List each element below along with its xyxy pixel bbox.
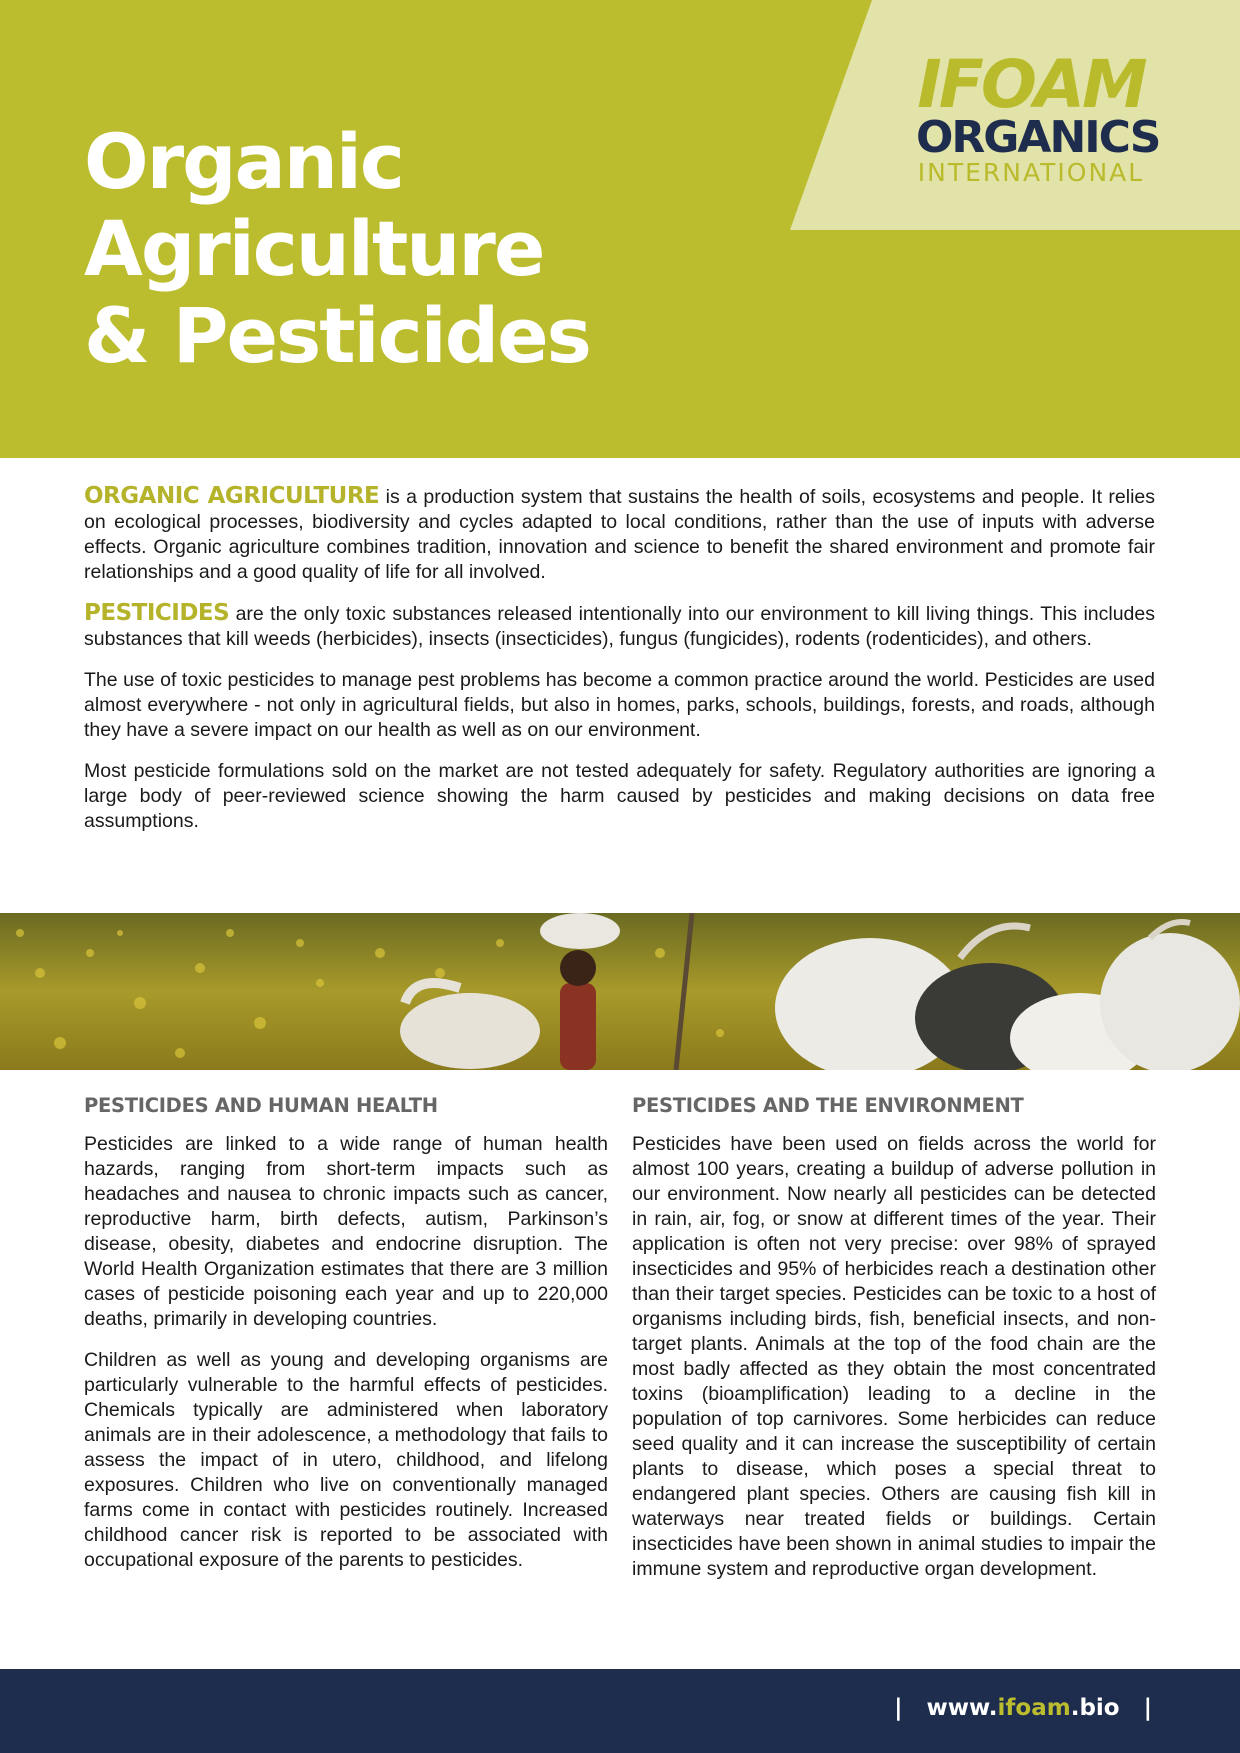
intro-paragraph-organic	[84, 484, 1155, 585]
url-accent: ifoam	[997, 1695, 1071, 1721]
pesticides-lead: PESTICIDES	[84, 600, 230, 626]
title-line-3: & Pesticides	[84, 291, 590, 380]
human-health-column	[84, 1093, 608, 1589]
human-health-heading: PESTICIDES AND HUMAN HEALTH	[84, 1094, 438, 1117]
title-line-2: Agriculture	[84, 204, 544, 293]
intro-paragraph-pesticides	[84, 601, 1155, 652]
footer-url	[870, 1693, 1176, 1723]
logo-ifoam-text: IFOAM	[917, 46, 1145, 123]
field-photo-illustration	[0, 913, 1240, 1070]
human-health-paragraph-1: Pesticides are linked to a wide range of human health hazards, ranging from short-term impacts such as headaches and nausea to chronic impacts such as cancer, reproductive harm, birth defects, autism, Parkinson’s disease, obesity, diabetes and endocrine disruption. The World Health Organization estimates that there are 3 million cases of pesticide poisoning each year and up to 220,000 deaths, primarily in developing countries.	[84, 1133, 608, 1330]
human-health-paragraph-2: Children as well as young and developing organisms are particularly vulnerable to the harmful effects of pesticides. Chemicals typically are administered when laboratory animals are in their adolescence, a methodology that fails to assess the impact of in utero, childhood, and lifelong exposures. Children who live on conventionally managed farms come in contact with pesticides routinely. Increased childhood cancer risk is reported to be associated with occupational exposure of the parents to pesticides.	[84, 1349, 608, 1571]
field-photo	[0, 913, 1240, 1070]
intro-paragraph-4: Most pesticide formulations sold on the market are not tested adequately for safety. Regulatory authorities are ignoring a large body of peer-reviewed science showing the harm caused by pesticides and making decisions on data free assumptions.	[84, 760, 1155, 832]
environment-paragraph-1: Pesticides have been used on fields across the world for almost 100 years, creating a buildup of adverse pollution in our environment. Now nearly all pesticides can be detected in rain, air, fog, or snow at different times of the year. Their application is often not very precise: over 98% of sprayed insecticides and 95% of herbicides reach a destination other than their target species. Pesticides can be toxic to a host of organisms including birds, fish, beneficial insects, and non-target plants. Animals at the top of the food chain are the most badly affected as they obtain the most concentrated toxins (bioamplification) leading to a decline in the population of top carnivores. Some herbicides can reduce seed quality and it can increase the susceptibility of certain plants to disease, which poses a special threat to endangered plant species. Others are causing fish kill in waterways near treated fields or buildings. Certain insecticides have been shown in animal studies to impair the immune system and reproductive organ development.	[632, 1133, 1156, 1580]
environment-column	[632, 1093, 1156, 1598]
page-title	[84, 118, 684, 379]
ifoam-logo[interactable]	[916, 46, 1160, 187]
footer-separator-left: |	[894, 1695, 903, 1721]
header-band	[0, 0, 1240, 458]
logo-organics-text: ORGANICS	[916, 112, 1160, 163]
pesticides-text: are the only toxic substances released intentionally into our environment to kill living things. This includes substances that kill weeds (herbicides), insects (insecticides), fungus (fungicides), rodents (rodenticides), and others.	[84, 603, 1155, 650]
footer-separator-right: |	[1143, 1695, 1152, 1721]
intro-paragraph-3: The use of toxic pesticides to manage pest problems has become a common practice around the world. Pesticides are used almost everywhere - not only in agricultural fields, but also in homes, parks, schools, buildings, forests, and roads, although they have a severe impact on our health as well as on our environment.	[84, 669, 1155, 741]
url-suffix: .bio	[1070, 1695, 1120, 1721]
title-line-1: Organic	[84, 117, 403, 206]
organic-agriculture-text: is a production system that sustains the health of soils, ecosystems and people. It relies on ecological processes, biodiversity and cycles adapted to local conditions, rather than the use of inputs with adverse effects. Organic agriculture combines tradition, innovation and science to benefit the shared environment and promote fair relationships and a good quality of life for all involved.	[84, 486, 1155, 583]
website-link[interactable]	[927, 1695, 1120, 1721]
footer-band	[0, 1669, 1240, 1753]
environment-heading: PESTICIDES AND THE ENVIRONMENT	[632, 1094, 1024, 1117]
url-prefix: www.	[926, 1695, 998, 1721]
logo-international-text: INTERNATIONAL	[917, 158, 1145, 187]
intro-section	[84, 484, 1155, 850]
organic-agriculture-lead: ORGANIC AGRICULTURE	[84, 483, 380, 509]
